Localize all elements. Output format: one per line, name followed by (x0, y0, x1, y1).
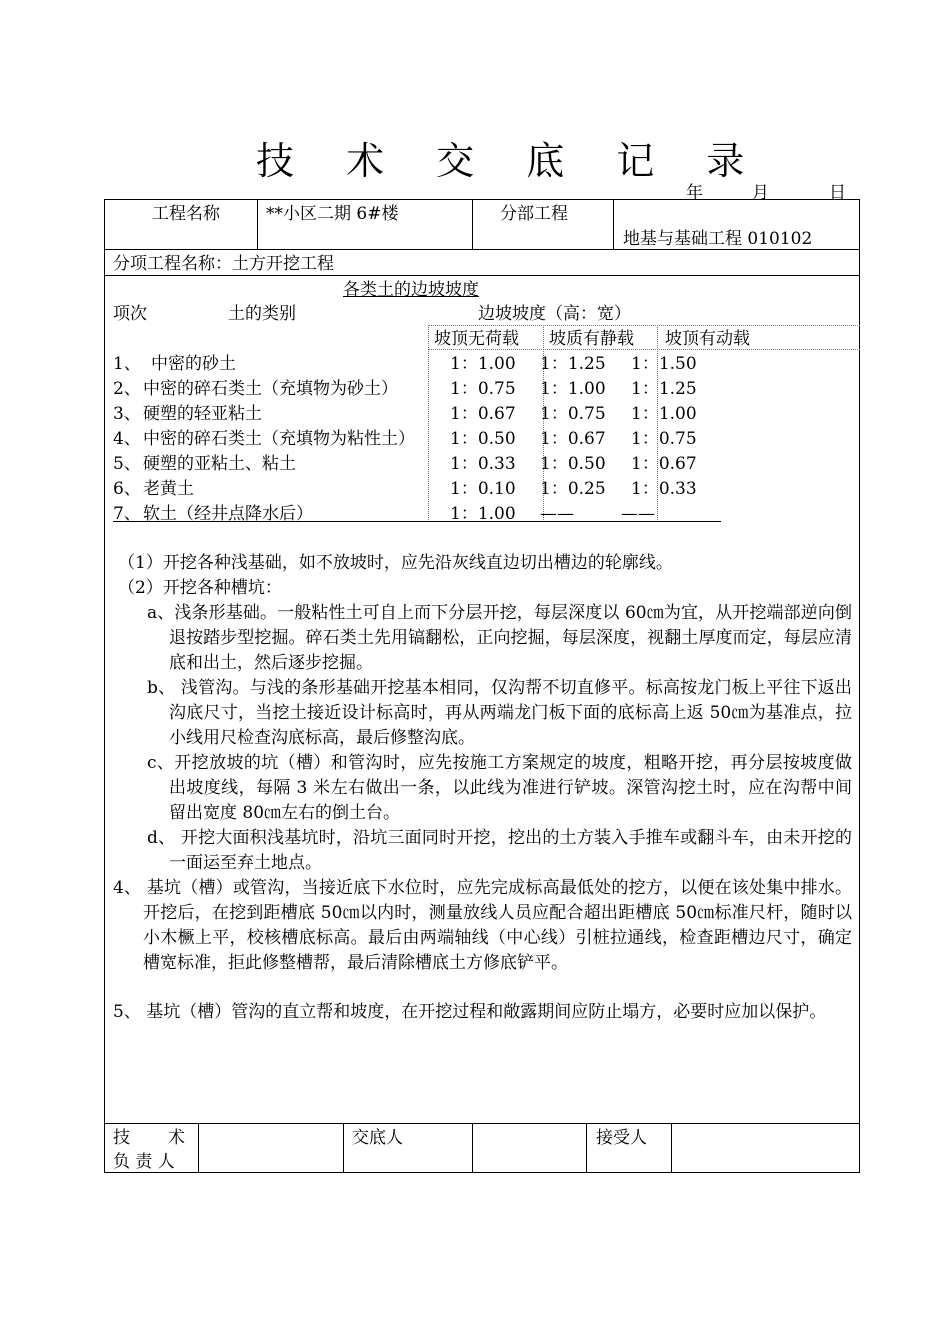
slope-row-dynamic-load: 1：1.50 (631, 354, 697, 374)
slope-row-index: 2、 (113, 379, 141, 399)
tech-lead-label-line1: 技 术 (113, 1128, 185, 1148)
division-label: 分部工程 (500, 204, 568, 224)
slope-row-soil: 硬塑的亚粘土、粘土 (143, 454, 296, 474)
slope-row-static-load: 1：0.50 (540, 454, 606, 474)
slope-row-index: 3、 (113, 404, 141, 424)
slope-row-dynamic-load: 1：0.75 (631, 429, 697, 449)
footer-rule (104, 1123, 860, 1124)
slope-row-no-load: 1：0.33 (450, 454, 516, 474)
paragraph-4: 4、 基坑（槽）或管沟，当接近底下水位时，应先完成标高最低处的挖方，以便在该处集中排水。开挖后，在挖到距槽底 50㎝以内时，测量放线人员应配合超出距槽底 50㎝标准尺杆，随时以小木橛上平，校核槽底标高。最后由两端轴线（中心线）引桩拉通线，检查距槽边尺寸，确定槽宽标准，拒此修整槽帮，最后清除槽底土方修底铲平。 (113, 878, 852, 973)
slope-row-index: 4、 (113, 429, 141, 449)
slope-row-no-load: 1：0.75 (450, 379, 516, 399)
slope-row-dynamic-load: —— (621, 504, 655, 524)
slope-row-soil: 中密的碎石类土（充填物为粘性土） (143, 429, 415, 449)
subitem-name: 分项工程名称：土方开挖工程 (113, 254, 334, 274)
slope-table-title: 各类土的边坡坡度 (343, 280, 479, 300)
slope-row-soil: 硬塑的轻亚粘土 (143, 404, 262, 424)
slope-col-index: 项次 (113, 304, 147, 324)
slope-col-divider (428, 325, 429, 522)
project-name-value: **小区二期 6#楼 (266, 204, 399, 224)
slope-row-no-load: 1：0.50 (450, 429, 516, 449)
slope-col-grade: 边坡坡度（高：宽） (478, 304, 631, 324)
header-divider (613, 199, 614, 249)
date-month-label: 月 (752, 183, 769, 203)
slope-subheader-dynamic-load: 坡顶有动载 (665, 329, 750, 349)
paragraph-a: a、浅条形基础。一般粘性土可自上而下分层开挖，每层深度以 60㎝为宜，从开挖端部逆向倒退按踏步型挖掘。碎石类土先用镐翻松，正向挖掘，每层深度，视翻土厚度而定，每层应清底和出土，然后逐步挖掘。 (147, 603, 852, 673)
slope-row-index: 5、 (113, 454, 141, 474)
slope-row-no-load: 1：0.10 (450, 479, 516, 499)
slope-row-dynamic-load: 1：1.25 (631, 379, 697, 399)
slope-row-static-load: 1：0.75 (540, 404, 606, 424)
division-value: 地基与基础工程 010102 (623, 229, 813, 249)
header-divider (472, 199, 473, 249)
project-name-label: 工程名称 (152, 204, 220, 224)
footer-divider (671, 1123, 672, 1173)
footer-divider (198, 1123, 199, 1173)
header-divider (257, 199, 258, 249)
receiver-label: 接受人 (596, 1128, 647, 1148)
slope-row-no-load: 1：1.00 (450, 354, 516, 374)
slope-row-no-load: 1：0.67 (450, 404, 516, 424)
slope-row-static-load: 1：1.00 (540, 379, 606, 399)
slope-subheader-static-load: 坡质有静载 (549, 329, 634, 349)
slope-col-soil: 土的类别 (228, 304, 296, 324)
slope-row-soil: 软土（经井点降水后） (143, 504, 313, 524)
slope-row-no-load: 1：1.00 (450, 504, 516, 524)
slope-row-static-load: —— (540, 504, 574, 524)
paragraph-c: c、开挖放坡的坑（槽）和管沟时，应先按施工方案规定的坡度，粗略开挖，再分层按坡度做出坡度线，每隔 3 米左右做出一条，以此线为准进行铲坡。深管沟挖土时，应在沟帮中间留出宽度 80㎝左右的倒土台。 (147, 753, 852, 823)
slope-row-soil: 中密的碎石类土（充填物为砂土） (143, 379, 398, 399)
handover-person-label: 交底人 (352, 1128, 403, 1148)
slope-row-dynamic-load: 1：1.00 (631, 404, 697, 424)
footer-divider (472, 1123, 473, 1173)
footer-divider (343, 1123, 344, 1173)
paragraph-5: 5、 基坑（槽）管沟的直立帮和坡度，在开挖过程和敞露期间应防止塌方，必要时应加以保护。 (113, 1002, 827, 1022)
paragraph-1: （1）开挖各种浅基础，如不放坡时，应先沿灰线直边切出槽边的轮廓线。 (118, 553, 673, 573)
paragraph-b: b、 浅管沟。与浅的条形基础开挖基本相同，仅沟帮不切直修平。标高按龙门板上平往下返出沟底尺寸，当挖土接近设计标高时，再从两端龙门板下面的底标高上返 50㎝为基准点，拉小线用尺检查沟底标高，最后修整沟底。 (147, 678, 852, 748)
document-title: 技 术 交 底 记 录 (256, 139, 765, 183)
paragraph-2: （2）开挖各种槽坑： (118, 578, 282, 598)
slope-row-dynamic-load: 1：0.33 (631, 479, 697, 499)
slope-row-soil: 老黄土 (143, 479, 194, 499)
slope-subheader-rule (428, 325, 860, 326)
paragraph-d: d、 开挖大面积浅基坑时，沿坑三面同时开挖，挖出的土方装入手推车或翻斗车，由未开挖的一面运至弃土地点。 (147, 828, 852, 873)
slope-subheader-no-load: 坡顶无荷载 (434, 329, 519, 349)
slope-table-bottom-rule (113, 521, 721, 522)
date-day-label: 日 (829, 183, 846, 203)
slope-row-static-load: 1：0.25 (540, 479, 606, 499)
footer-divider (586, 1123, 587, 1173)
date-year-label: 年 (686, 183, 703, 203)
tech-lead-label-line2: 负 责 人 (113, 1152, 175, 1172)
slope-row-dynamic-load: 1：0.67 (631, 454, 697, 474)
slope-row-soil: 中密的砂土 (151, 354, 236, 374)
slope-row-index: 7、 (113, 504, 141, 524)
subitem-rule (104, 275, 860, 276)
slope-row-static-load: 1：0.67 (540, 429, 606, 449)
slope-row-index: 6、 (113, 479, 141, 499)
slope-row-index: 1、 (113, 354, 141, 374)
slope-row-static-load: 1：1.25 (540, 354, 606, 374)
